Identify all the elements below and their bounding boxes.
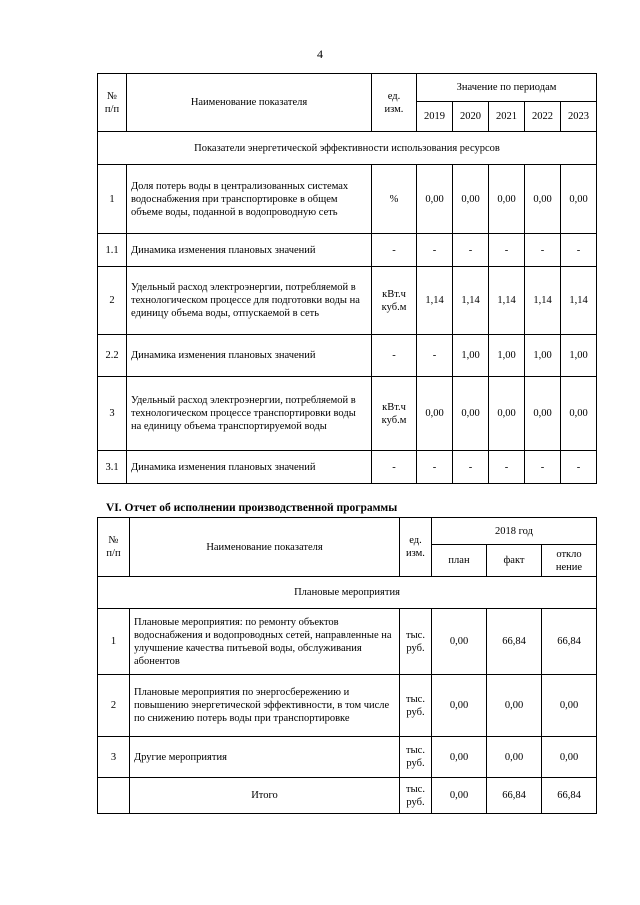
deviation-value: 0,00: [542, 675, 597, 737]
deviation-value: 66,84: [542, 609, 597, 675]
row-number: 3: [98, 377, 127, 451]
year-value: -: [525, 451, 561, 484]
year-value: 1,00: [453, 335, 489, 377]
table-row: [98, 675, 597, 737]
row-number: 3: [98, 737, 130, 778]
row-number: 2.2: [98, 335, 127, 377]
measure-name: Другие мероприятия: [130, 737, 400, 778]
table-row: [98, 377, 597, 451]
year-value: 0,00: [489, 165, 525, 234]
measure-name: Плановые мероприятия по энергосбережению и повышению энергетической эффективности, в том числе по снижению потерь воды при транспортировке: [130, 675, 400, 737]
section-title: Показатели энергетической эффективности использования ресурсов: [98, 132, 597, 165]
header-year: 2020: [453, 102, 489, 132]
total-label: Итого: [130, 778, 400, 814]
program-report-table: [97, 517, 597, 814]
indicator-name: Удельный расход электроэнергии, потребляемой в технологическом процессе для подготовки воды на единицу объема воды, отпускаемой в сеть: [127, 267, 372, 335]
header-unit: ед. изм.: [400, 518, 432, 577]
section-heading: VI. Отчет об исполнении производственной программы: [106, 502, 398, 514]
indicator-name: Доля потерь воды в централизованных системах водоснабжения при транспортировке в общем объеме воды, поданной в водопроводную сеть: [127, 165, 372, 234]
table-row: [98, 234, 597, 267]
unit: -: [372, 335, 417, 377]
unit: тыс. руб.: [400, 675, 432, 737]
year-value: -: [417, 234, 453, 267]
year-value: -: [489, 234, 525, 267]
year-value: 0,00: [453, 165, 489, 234]
header-plan: план: [432, 545, 487, 577]
year-value: 0,00: [417, 165, 453, 234]
year-value: 0,00: [489, 377, 525, 451]
header-period-group: Значение по периодам: [417, 74, 597, 102]
energy-efficiency-table: [97, 73, 597, 484]
fact-value: 0,00: [487, 737, 542, 778]
plan-value: 0,00: [432, 737, 487, 778]
year-value: 0,00: [525, 377, 561, 451]
unit: тыс. руб.: [400, 737, 432, 778]
year-value: -: [417, 335, 453, 377]
header-year: 2023: [561, 102, 597, 132]
table-row: [98, 609, 597, 675]
row-number: 2: [98, 675, 130, 737]
unit: кВт.ч куб.м: [372, 267, 417, 335]
unit: %: [372, 165, 417, 234]
row-number: 3.1: [98, 451, 127, 484]
header-num: № п/п: [98, 74, 127, 132]
indicator-name: Динамика изменения плановых значений: [127, 335, 372, 377]
header-fact: факт: [487, 545, 542, 577]
section-title: Плановые мероприятия: [98, 577, 597, 609]
unit: -: [372, 451, 417, 484]
total-row: [98, 778, 597, 814]
header-name: Наименование показателя: [130, 518, 400, 577]
year-value: 0,00: [453, 377, 489, 451]
plan-value: 0,00: [432, 675, 487, 737]
year-value: -: [525, 234, 561, 267]
table-row: [98, 267, 597, 335]
fact-value: 66,84: [487, 609, 542, 675]
row-number: 1: [98, 165, 127, 234]
fact-value: 66,84: [487, 778, 542, 814]
year-value: 1,14: [525, 267, 561, 335]
header-num: № п/п: [98, 518, 130, 577]
fact-value: 0,00: [487, 675, 542, 737]
indicator-name: Динамика изменения плановых значений: [127, 234, 372, 267]
header-year: 2019: [417, 102, 453, 132]
table-row: [98, 451, 597, 484]
year-value: 1,00: [489, 335, 525, 377]
unit: тыс. руб.: [400, 778, 432, 814]
header-year: 2021: [489, 102, 525, 132]
year-value: 0,00: [417, 377, 453, 451]
plan-value: 0,00: [432, 778, 487, 814]
year-value: -: [417, 451, 453, 484]
header-year: 2022: [525, 102, 561, 132]
row-number: [98, 778, 130, 814]
row-number: 1: [98, 609, 130, 675]
year-value: 1,14: [453, 267, 489, 335]
year-value: 0,00: [525, 165, 561, 234]
table-row: [98, 165, 597, 234]
plan-value: 0,00: [432, 609, 487, 675]
table-row: [98, 335, 597, 377]
year-value: 1,00: [525, 335, 561, 377]
year-value: 0,00: [561, 377, 597, 451]
header-unit: ед. изм.: [372, 74, 417, 132]
year-value: -: [489, 451, 525, 484]
measure-name: Плановые мероприятия: по ремонту объектов водоснабжения и водопроводных сетей, направленные на улучшение качества питьевой воды, обслуживания абонентов: [130, 609, 400, 675]
deviation-value: 0,00: [542, 737, 597, 778]
page-number: 4: [317, 47, 323, 61]
year-value: 1,14: [417, 267, 453, 335]
header-name: Наименование показателя: [127, 74, 372, 132]
header-deviation: откло нение: [542, 545, 597, 577]
year-value: 0,00: [561, 165, 597, 234]
indicator-name: Удельный расход электроэнергии, потребляемой в технологическом процессе транспортировки воды на единицу объема транспортируемой воды: [127, 377, 372, 451]
year-value: -: [453, 234, 489, 267]
deviation-value: 66,84: [542, 778, 597, 814]
indicator-name: Динамика изменения плановых значений: [127, 451, 372, 484]
unit: кВт.ч куб.м: [372, 377, 417, 451]
unit: тыс. руб.: [400, 609, 432, 675]
year-value: -: [453, 451, 489, 484]
unit: -: [372, 234, 417, 267]
row-number: 1.1: [98, 234, 127, 267]
row-number: 2: [98, 267, 127, 335]
year-value: 1,14: [489, 267, 525, 335]
table-row: [98, 737, 597, 778]
year-value: -: [561, 451, 597, 484]
header-year-group: 2018 год: [432, 518, 597, 545]
year-value: 1,00: [561, 335, 597, 377]
year-value: -: [561, 234, 597, 267]
year-value: 1,14: [561, 267, 597, 335]
